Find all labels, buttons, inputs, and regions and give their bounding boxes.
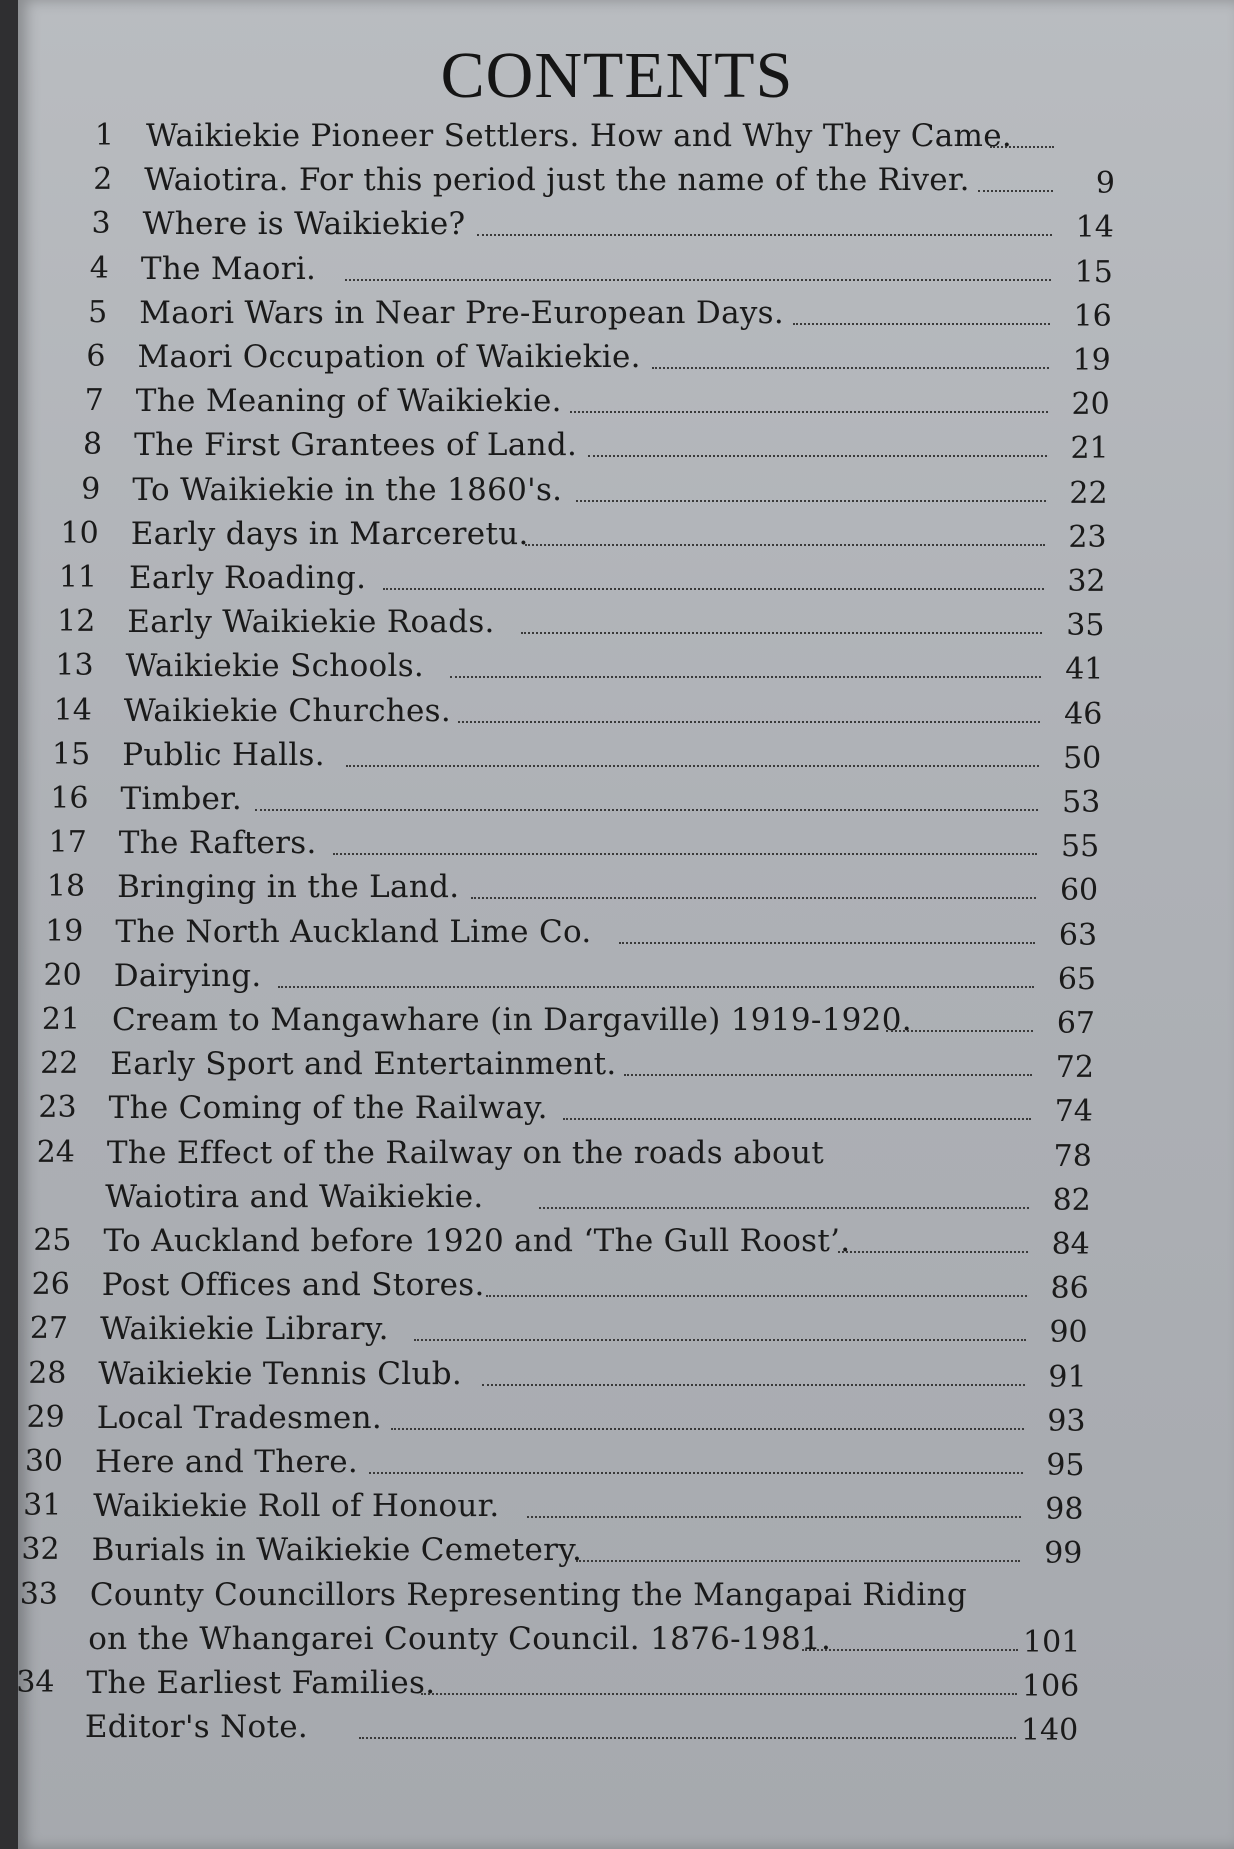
chapter-number: 30 <box>24 1444 63 1479</box>
page-number: 67 <box>1056 1006 1095 1041</box>
chapter-number: 15 <box>52 736 91 772</box>
toc-entry <box>54 160 1127 200</box>
chapter-title: Timber. <box>120 781 243 817</box>
chapter-number: 33 <box>19 1576 58 1612</box>
chapter-title: Waikiekie Tennis Club. <box>98 1355 463 1392</box>
toc-entry <box>0 1707 1090 1747</box>
page-number: 32 <box>1067 564 1106 599</box>
page-number: 140 <box>1020 1713 1079 1749</box>
page-number: 86 <box>1050 1271 1089 1307</box>
chapter-number: 19 <box>45 913 84 949</box>
toc-entry <box>41 514 1119 554</box>
chapter-title: Burials in Waikiekie Cemetery. <box>91 1532 583 1569</box>
chapter-title: The Effect of the Railway on the roads about <box>106 1134 824 1171</box>
page-number: 84 <box>1051 1227 1090 1262</box>
page-number: 101 <box>1023 1624 1081 1660</box>
chapter-number: 25 <box>33 1223 72 1258</box>
dot-leader <box>414 1337 1026 1341</box>
dot-leader <box>588 453 1047 457</box>
chapter-number: 24 <box>36 1134 75 1170</box>
dot-leader <box>450 674 1042 678</box>
chapter-title: Cream to Mangawhare (in Dargaville) 1919-1920. <box>112 1002 912 1038</box>
chapter-number: 1 <box>94 118 114 153</box>
dot-leader <box>990 144 1054 148</box>
chapter-number: 20 <box>43 957 82 993</box>
chapter-title: Waikiekie Churches. <box>123 692 452 729</box>
chapter-number: 9 <box>81 471 101 507</box>
chapter-title: Early Roading. <box>129 560 367 596</box>
chapter-number: 2 <box>93 162 113 198</box>
toc-entry <box>0 1575 1093 1615</box>
dot-leader <box>369 1470 1023 1474</box>
toc-entry <box>37 602 1116 642</box>
toc-entry <box>3 1486 1095 1526</box>
page-number: 74 <box>1054 1094 1093 1130</box>
dot-leader <box>563 1116 1031 1120</box>
chapter-title: The North Auckland Lime Co. <box>115 913 592 950</box>
dot-leader <box>802 1647 1018 1651</box>
toc-entry <box>39 558 1118 598</box>
page-number: 55 <box>1061 829 1100 865</box>
dot-leader <box>486 1293 1027 1297</box>
page-number: 46 <box>1064 696 1103 732</box>
chapter-number: 6 <box>86 339 106 374</box>
chapter-number: 10 <box>60 515 99 551</box>
chapter-title: Waikiekie Roll of Honour. <box>93 1488 500 1525</box>
chapter-number: 22 <box>40 1046 79 1082</box>
dot-leader <box>793 321 1050 325</box>
chapter-title: Editor's Note. <box>84 1709 309 1746</box>
chapter-title: Waiotira. For this period just the name of the River. <box>144 162 970 199</box>
page-number: 53 <box>1062 785 1101 820</box>
dot-leader <box>527 1514 1021 1518</box>
dot-leader <box>471 895 1036 899</box>
chapter-title: Waikiekie Pioneer Settlers. How and Why They Came. <box>146 118 1013 154</box>
chapter-title: Waikiekie Library. <box>100 1311 389 1348</box>
chapter-number: 16 <box>50 781 89 816</box>
toc-entry <box>14 1221 1102 1261</box>
chapter-number: 18 <box>46 869 86 905</box>
page-number: 21 <box>1070 431 1109 467</box>
page-number: 90 <box>1049 1315 1088 1351</box>
chapter-title: To Auckland before 1920 and ‘The Gull Roost’. <box>103 1223 851 1259</box>
page-number: 22 <box>1069 475 1108 511</box>
toc-entry <box>36 646 1116 686</box>
chapter-number: 4 <box>89 250 109 286</box>
toc-entry <box>2 1530 1095 1570</box>
page-number: 63 <box>1058 917 1098 953</box>
dot-leader <box>624 1072 1032 1076</box>
chapter-number: 11 <box>58 560 97 595</box>
toc-entry <box>53 204 1126 244</box>
chapter-title: Maori Occupation of Waikiekie. <box>137 339 641 375</box>
chapter-number: 21 <box>41 1002 80 1037</box>
chapter-title: Here and There. <box>95 1444 359 1480</box>
page-number: 98 <box>1045 1492 1084 1528</box>
dot-leader <box>576 1558 1021 1562</box>
page-number: 9 <box>1095 166 1115 202</box>
dot-leader <box>619 940 1035 944</box>
page-number: 72 <box>1055 1050 1094 1086</box>
page-number: 93 <box>1047 1403 1086 1439</box>
toc-entry <box>19 1088 1105 1128</box>
page-number: 15 <box>1074 254 1113 290</box>
page-number: 14 <box>1075 210 1114 246</box>
chapter-title: Waiotira and Waikiekie. <box>105 1178 484 1215</box>
chapter-title: Waikiekie Schools. <box>125 648 425 685</box>
page-number: 35 <box>1066 608 1105 644</box>
toc-entry <box>20 1044 1106 1084</box>
toc-entry <box>44 425 1121 465</box>
chapter-title: Public Halls. <box>122 736 325 773</box>
toc-entry <box>0 1663 1091 1703</box>
toc-entry <box>5 1442 1097 1482</box>
toc-entry <box>24 956 1108 996</box>
page-number: 20 <box>1071 387 1110 423</box>
chapter-number: 27 <box>29 1311 69 1347</box>
toc-entry <box>10 1309 1100 1349</box>
page-number: 16 <box>1073 298 1112 334</box>
toc-entry <box>25 912 1109 952</box>
dot-leader <box>521 630 1042 634</box>
toc-entry <box>46 381 1122 421</box>
toc-entry <box>22 1000 1107 1040</box>
dot-leader <box>652 365 1049 369</box>
chapter-title: Bringing in the Land. <box>117 869 460 906</box>
dot-leader <box>838 1249 1028 1253</box>
chapter-number: 7 <box>84 383 104 419</box>
toc-entry <box>12 1265 1101 1305</box>
chapter-title: The Maori. <box>140 250 317 287</box>
chapter-number: 12 <box>57 604 96 640</box>
chapter-title: Post Offices and Stores. <box>101 1267 485 1304</box>
chapter-number: 23 <box>38 1090 77 1126</box>
dot-leader <box>421 1691 1018 1695</box>
page-number: 82 <box>1052 1182 1091 1218</box>
page-number: 60 <box>1059 873 1099 909</box>
dot-leader <box>570 409 1048 413</box>
chapter-title: Early days in Marceretu. <box>130 515 529 552</box>
chapter-title: County Councillors Representing the Mangapai Riding <box>89 1576 968 1613</box>
dot-leader <box>345 277 1051 281</box>
dot-leader <box>886 1028 1033 1032</box>
chapter-number: 13 <box>55 648 94 684</box>
page-number: 41 <box>1065 652 1104 688</box>
dot-leader <box>359 1735 1016 1739</box>
chapter-number: 26 <box>31 1267 70 1303</box>
chapter-title: on the Whangarei County Council. 1876-1981. <box>88 1620 832 1657</box>
chapter-title: Dairying. <box>113 957 262 994</box>
chapter-number: 32 <box>21 1532 60 1568</box>
dot-leader <box>576 498 1045 502</box>
chapter-title: To Waikiekie in the 1860's. <box>132 471 563 508</box>
toc-entry <box>0 1619 1092 1659</box>
chapter-number: 31 <box>23 1488 62 1524</box>
chapter-title: The First Grantees of Land. <box>134 427 578 464</box>
chapter-title: The Coming of the Railway. <box>108 1090 548 1127</box>
chapter-number: 29 <box>26 1399 65 1435</box>
dot-leader <box>978 188 1053 192</box>
page-number: 95 <box>1046 1448 1085 1483</box>
chapter-title: Maori Wars in Near Pre-European Days. <box>139 294 785 331</box>
page-number: 78 <box>1053 1138 1092 1174</box>
chapter-title: The Meaning of Waikiekie. <box>135 383 562 420</box>
toc-entry <box>42 470 1119 510</box>
dot-leader <box>333 851 1037 855</box>
page-title: CONTENTS <box>440 39 794 112</box>
chapter-title: Early Waikiekie Roads. <box>127 604 495 641</box>
chapter-number: 28 <box>28 1355 67 1391</box>
toc-entry <box>49 293 1124 333</box>
chapter-title: The Earliest Families. <box>86 1665 436 1701</box>
chapter-number: 17 <box>48 825 87 861</box>
chapter-number: 14 <box>53 692 92 728</box>
toc-entry <box>32 735 1113 775</box>
dot-leader <box>477 232 1052 236</box>
chapter-title: Local Tradesmen. <box>96 1399 382 1436</box>
chapter-number: 5 <box>88 294 108 330</box>
page-number: 65 <box>1057 961 1097 997</box>
toc-entry <box>15 1177 1103 1217</box>
page-number: 99 <box>1044 1536 1083 1572</box>
toc-entry <box>29 823 1111 863</box>
page-number: 50 <box>1063 740 1102 776</box>
dot-leader <box>391 1426 1024 1430</box>
toc-entry <box>31 779 1113 819</box>
toc-entry <box>51 249 1125 289</box>
dot-leader <box>482 1382 1024 1386</box>
page-number: 19 <box>1072 343 1111 378</box>
toc-entry <box>48 337 1123 377</box>
dot-leader <box>255 807 1039 811</box>
dot-leader <box>539 1205 1029 1209</box>
page-number: 106 <box>1021 1669 1080 1704</box>
dot-leader <box>458 719 1040 723</box>
toc-entry <box>56 116 1128 156</box>
chapter-title: The Rafters. <box>118 825 317 862</box>
dot-leader <box>278 984 1034 988</box>
toc-entry <box>8 1354 1098 1394</box>
chapter-title: Where is Waikiekie? <box>142 206 466 243</box>
toc-entry <box>17 1133 1104 1173</box>
page-number: 23 <box>1068 519 1107 555</box>
chapter-number: 8 <box>83 427 103 463</box>
page-number: 91 <box>1048 1359 1087 1395</box>
toc-entry <box>34 691 1114 731</box>
chapter-title: Early Sport and Entertainment. <box>110 1046 617 1083</box>
chapter-number: 3 <box>91 206 111 242</box>
dot-leader <box>525 542 1045 546</box>
dot-leader <box>346 763 1039 767</box>
toc-entry <box>27 867 1110 907</box>
chapter-number: 34 <box>16 1665 55 1700</box>
dot-leader <box>383 586 1044 590</box>
toc-entry <box>7 1398 1098 1438</box>
